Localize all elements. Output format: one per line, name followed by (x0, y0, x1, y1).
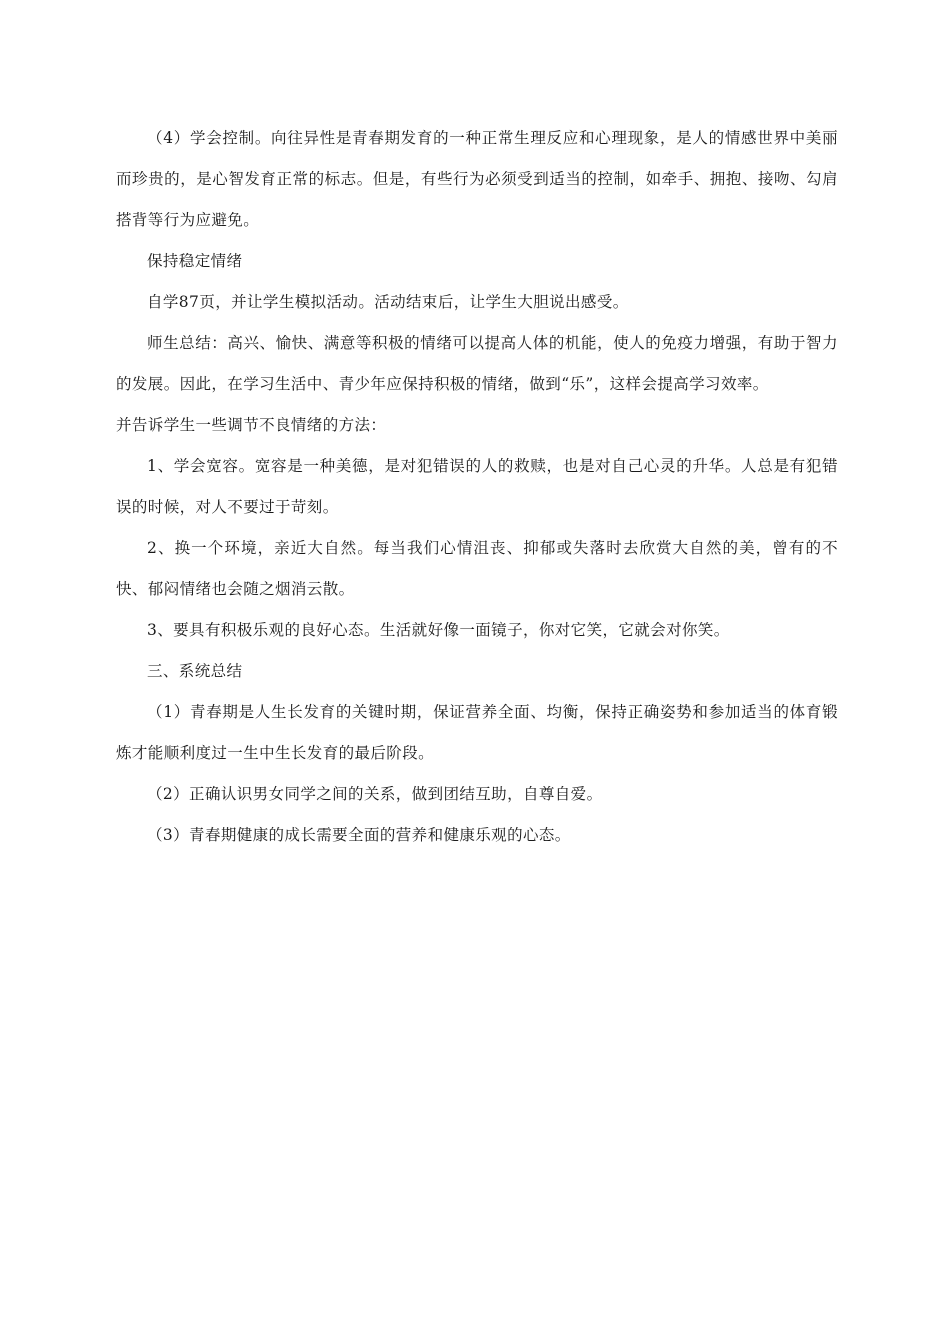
summary-point-1: （1）青春期是人生长发育的关键时期，保证营养全面、均衡，保持正确姿势和参加适当的体育锻炼才能顺利度过一生中生长发育的最后阶段。 (116, 703, 838, 762)
paragraph-self-study: 自学87页，并让学生模拟活动。活动结束后，让学生大胆说出感受。 (147, 293, 629, 311)
document-body (116, 118, 838, 856)
paragraph-summary: 师生总结：高兴、愉快、满意等积极的情绪可以提高人体的机能，使人的免疫力增强，有助于智力的发展。因此，在学习生活中、青少年应保持积极的情绪，做到“乐”，这样会提高学习效率。 (116, 334, 838, 393)
paragraph-methods-intro: 并告诉学生一些调节不良情绪的方法： (116, 416, 387, 434)
summary-point-2: （2）正确认识男女同学之间的关系，做到团结互助，自尊自爱。 (147, 785, 603, 803)
list-item-optimism: 3、要具有积极乐观的良好心态。生活就好像一面镜子，你对它笑，它就会对你笑。 (147, 621, 730, 639)
paragraph-learn-control: （4）学会控制。向往异性是青春期发育的一种正常生理反应和心理现象，是人的情感世界中美丽而珍贵的，是心智发育正常的标志。但是，有些行为必须受到适当的控制，如牵手、拥抱、接吻、勾肩搭背等行为应避免。 (116, 129, 838, 229)
heading-system-summary: 三、系统总结 (147, 662, 243, 680)
list-item-nature: 2、换一个环境，亲近大自然。每当我们心情沮丧、抑郁或失落时去欣赏大自然的美，曾有的不快、郁闷情绪也会随之烟消云散。 (116, 539, 838, 598)
heading-stable-emotions: 保持稳定情绪 (147, 252, 243, 270)
list-item-tolerance: 1、学会宽容。宽容是一种美德，是对犯错误的人的救赎，也是对自己心灵的升华。人总是有犯错误的时候，对人不要过于苛刻。 (116, 457, 838, 516)
summary-point-3: （3）青春期健康的成长需要全面的营养和健康乐观的心态。 (147, 826, 571, 844)
